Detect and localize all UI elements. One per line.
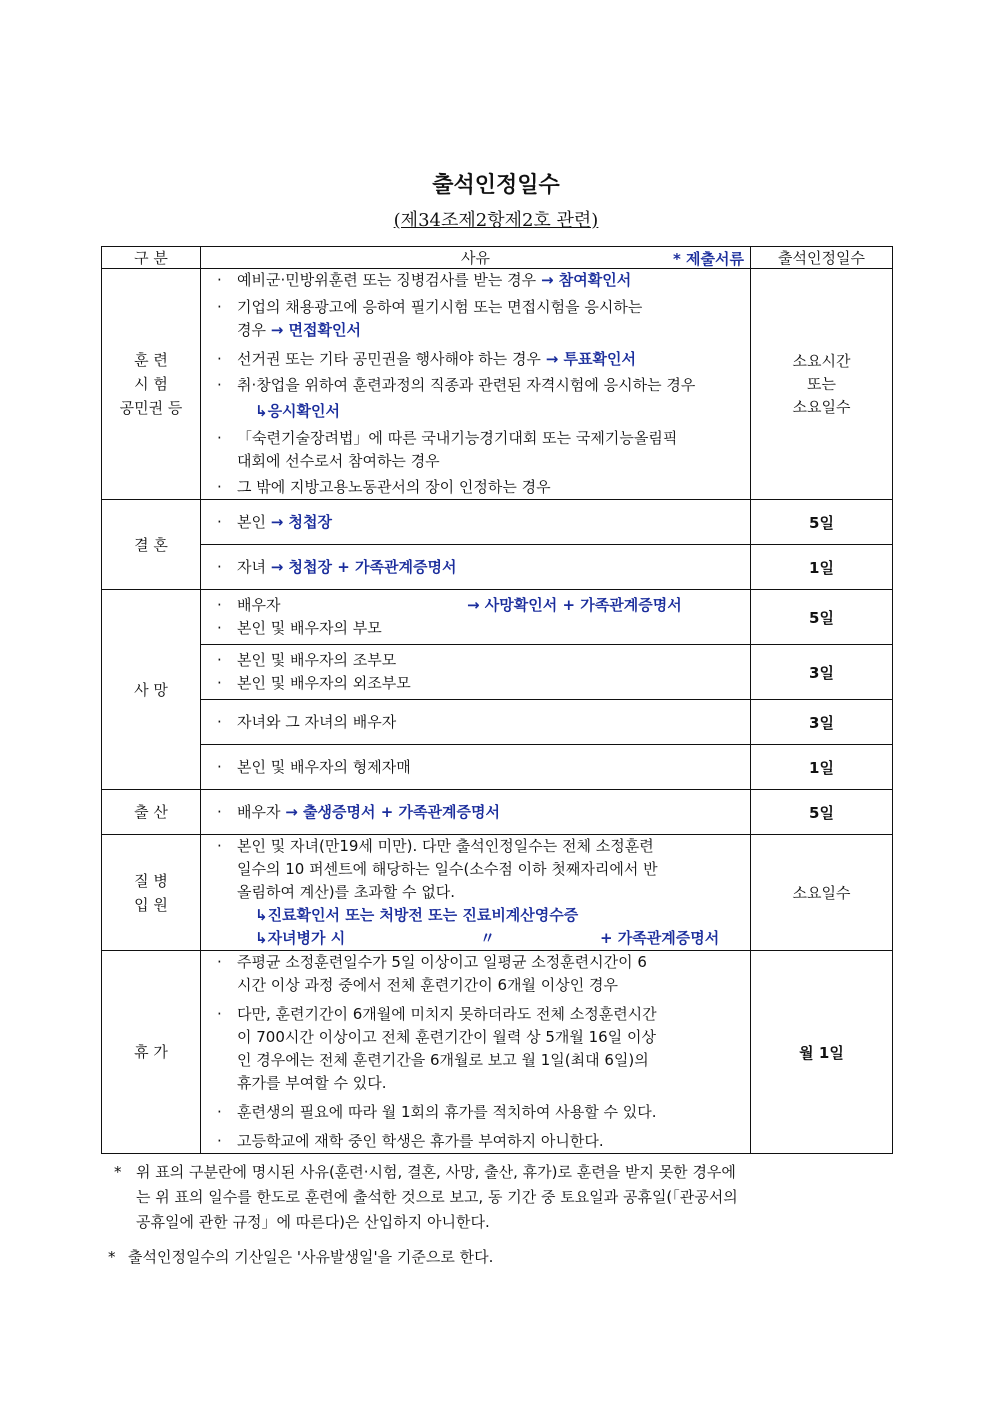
illness-child-doc: ↳자녀병가 시 〃 + 가족관계증명서 <box>255 929 720 947</box>
illness-reasons <box>201 835 751 951</box>
list-item: · 본인 및 배우자의 외조부모 <box>217 674 411 692</box>
list-item: · 훈련생의 필요에 따라 월 1회의 휴가를 적치하여 사용할 수 있다. <box>217 1103 657 1121</box>
list-item: · 주평균 소정훈련일수가 5일 이상이고 일평균 소정훈련시간이 6 시간 이상 과정 중에서 전체 훈련기간이 6개월 이상인 경우 <box>217 953 647 994</box>
death-row <box>102 590 893 645</box>
illness-category: 질 병 입 원 <box>102 835 201 951</box>
header-days: 출석인정일수 <box>751 247 893 269</box>
training-reasons <box>201 269 751 500</box>
death-days: 3일 <box>751 700 893 745</box>
marriage-child-days: 1일 <box>751 545 893 590</box>
leave-days: 월 1일 <box>751 951 893 1154</box>
list-item: · 기업의 채용광고에 응하여 필기시험 또는 면접시험을 응시하는 경우 → 면접확인서 <box>217 298 643 339</box>
leave-row <box>102 951 893 1154</box>
marriage-row <box>102 500 893 545</box>
list-item: · 배우자 → 출생증명서 + 가족관계증명서 <box>201 790 751 835</box>
marriage-category: 결 혼 <box>102 500 201 590</box>
marriage-self-days: 5일 <box>751 500 893 545</box>
training-category-line: 시 험 <box>134 375 168 393</box>
leave-reasons <box>201 951 751 1154</box>
death-days: 3일 <box>751 645 893 700</box>
list-item: · 「숙련기술장려법」에 따른 국내기능경기대회 또는 국제기능올림픽 대회에 선수로서 참여하는 경우 <box>217 429 678 470</box>
birth-days: 5일 <box>751 790 893 835</box>
footnotes <box>108 1160 888 1270</box>
death-row <box>102 700 893 745</box>
death-days: 5일 <box>751 590 893 645</box>
list-item: · 자녀 → 청첩장 + 가족관계증명서 <box>201 545 751 590</box>
death-reason-grandparents <box>201 645 751 700</box>
leave-category: 휴 가 <box>102 951 201 1154</box>
training-days: 소요시간 또는 소요일수 <box>751 269 893 500</box>
subtitle-text: (제34조제2항제2호 관련) <box>393 210 599 231</box>
birth-category: 출 산 <box>102 790 201 835</box>
list-item: · 본인 및 배우자의 조부모 <box>217 651 397 669</box>
death-category: 사 망 <box>102 590 201 790</box>
list-item: · 본인 및 자녀(만19세 미만). 다만 출석인정일수는 전체 소정훈련 일수의 10 퍼센트에 해당하는 일수(소수점 이하 첫째자리에서 반 올림하여 계산)를 초과할 수 없다. <box>217 837 658 901</box>
attendance-table <box>101 246 893 1154</box>
header-docs-marker: * 제출서류 <box>672 250 744 268</box>
header-category: 구 분 <box>102 247 201 269</box>
footnote: * 위 표의 구분란에 명시된 사유(훈련·시험, 결혼, 사망, 출산, 휴가)로 훈련을 받지 못한 경우에 는 위 표의 일수를 한도로 훈련에 출석한 것으로 보고, 동 기간 중 토요일과 공휴일(「관공서의 공휴일에 관한 규정」에 따른다)은 산입하지 아니한다. <box>114 1163 738 1231</box>
death-reason-spouse <box>201 590 751 645</box>
list-item: · 예비군·민방위훈련 또는 징병검사를 받는 경우 → 참여확인서 <box>217 271 632 289</box>
illness-row <box>102 835 893 951</box>
marriage-row <box>102 545 893 590</box>
training-category-line: 공민권 등 <box>119 399 183 417</box>
training-category-line: 훈 련 <box>134 351 168 369</box>
training-category <box>102 269 201 500</box>
illness-days: 소요일수 <box>751 835 893 951</box>
list-item: · 다만, 훈련기간이 6개월에 미치지 못하더라도 전체 소정훈련시간 이 700시간 이상이고 전체 훈련기간이 월력 상 5개월 16일 이상 인 경우에는 전체 훈련기간을 6개월로 보고 월 1일(최대 6일)의 휴가를 부여할 수 있다. <box>217 1005 657 1092</box>
birth-row <box>102 790 893 835</box>
list-item: · 취·창업을 위하여 훈련과정의 직종과 관련된 자격시험에 응시하는 경우 <box>217 376 696 394</box>
list-item: · 본인 및 배우자의 부모 <box>217 619 382 637</box>
page-subtitle <box>0 206 992 232</box>
death-row <box>102 645 893 700</box>
list-item: · 본인 → 청첩장 <box>201 500 751 545</box>
page-title: 출석인정일수 <box>432 173 560 198</box>
death-days: 1일 <box>751 745 893 790</box>
list-item: · 배우자 → 사망확인서 + 가족관계증명서 <box>217 596 682 614</box>
death-row <box>102 745 893 790</box>
list-item: · 그 밖에 지방고용노동관서의 장이 인정하는 경우 <box>217 478 551 496</box>
list-item: · 자녀와 그 자녀의 배우자 <box>201 700 751 745</box>
training-row <box>102 269 893 500</box>
list-item: · 본인 및 배우자의 형제자매 <box>201 745 751 790</box>
footnote: * 출석인정일수의 기산일은 '사유발생일'을 기준으로 한다. <box>108 1248 494 1266</box>
list-item: · 선거권 또는 기타 공민권을 행사해야 하는 경우 → 투표확인서 <box>217 350 636 368</box>
header-row <box>102 247 893 269</box>
illness-doc: ↳진료확인서 또는 처방전 또는 진료비계산영수증 <box>255 906 579 924</box>
header-reason-label: 사유 <box>461 249 490 267</box>
header-reason <box>201 247 751 269</box>
training-doc-exam: ↳응시확인서 <box>255 402 341 420</box>
list-item: · 고등학교에 재학 중인 학생은 휴가를 부여하지 아니한다. <box>217 1132 604 1150</box>
